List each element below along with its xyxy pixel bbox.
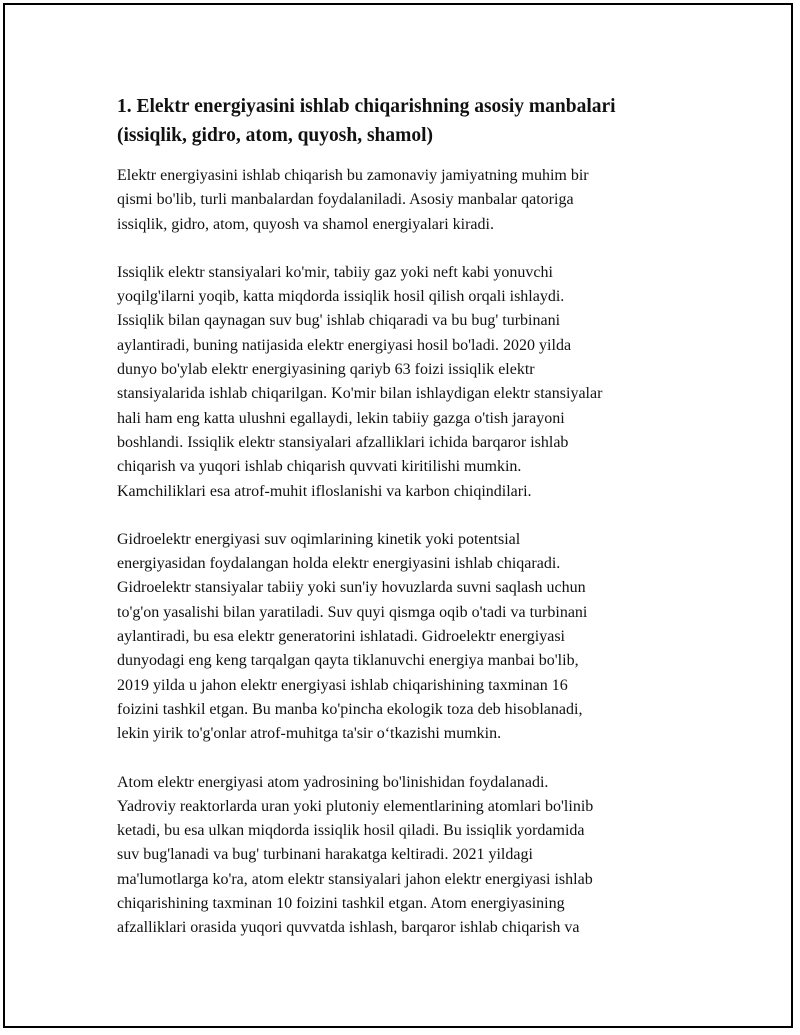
paragraph-thermal — [117, 261, 683, 504]
text-line: ma'lumotlarga ko'ra, atom elektr stansiyalari jahon elektr energiyasi ishlab — [117, 870, 593, 888]
title-line: (issiqlik, gidro, atom, quyosh, shamol) — [117, 125, 434, 146]
text-line: Issiqlik elektr stansiyalari ko'mir, tabiiy gaz yoki neft kabi yonuvchi — [117, 263, 553, 281]
text-line: qismi bo'lib, turli manbalardan foydalaniladi. Asosiy manbalar qatoriga — [117, 191, 574, 209]
document-body — [117, 92, 683, 965]
text-line: ketadi, bu esa ulkan miqdorda issiqlik hosil qiladi. Bu issiqlik yordamida — [117, 822, 585, 840]
text-line: Gidroelektr stansiyalar tabiiy yoki sun'iy hovuzlarda suvni saqlash uchun — [117, 579, 586, 597]
text-line: Kamchiliklari esa atrof-muhit ifloslanishi va karbon chiqindilari. — [117, 482, 532, 500]
text-line: issiqlik, gidro, atom, quyosh va shamol energiyalari kiradi. — [117, 215, 494, 233]
text-line: dunyodagi eng keng tarqalgan qayta tiklanuvchi energiya manbai bo'lib, — [117, 652, 579, 670]
text-line: aylantiradi, bu esa elektr generatorini ishlatadi. Gidroelektr energiyasi — [117, 628, 565, 646]
paragraph-intro — [117, 164, 683, 237]
text-line: stansiyalarida ishlab chiqarilgan. Ko'mir bilan ishlaydigan elektr stansiyalar — [117, 385, 603, 403]
text-line: suv bug'lanadi va bug' turbinani harakatga keltiradi. 2021 yildagi — [117, 846, 533, 864]
text-line: Gidroelektr energiyasi suv oqimlarining kinetik yoki potentsial — [117, 530, 521, 548]
text-line: lekin yirik to'g'onlar atrof-muhitga ta'sir o‘tkazishi mumkin. — [117, 725, 502, 743]
text-line: Atom elektr energiyasi atom yadrosining bo'linishidan foydalanadi. — [117, 773, 549, 791]
text-line: afzalliklari orasida yuqori quvvatda ishlash, barqaror ishlab chiqarish va — [117, 919, 580, 937]
text-line: Yadroviy reaktorlarda uran yoki plutoniy elementlarining atomlari bo'linib — [117, 797, 594, 815]
text-line: dunyo bo'ylab elektr energiyasining qariyb 63 foizi issiqlik elektr — [117, 361, 535, 379]
text-line: yoqilg'ilarni yoqib, katta miqdorda issiqlik hosil qilish orqali ishlaydi. — [117, 288, 565, 306]
text-line: 2019 yilda u jahon elektr energiyasi ishlab chiqarishining taxminan 16 — [117, 676, 568, 694]
title-line: 1. Elektr energiyasini ishlab chiqarishning asosiy manbalari — [117, 96, 616, 117]
text-line: hali ham eng katta ulushni egallaydi, lekin tabiiy gazga o'tish jarayoni — [117, 409, 565, 427]
text-line: Elektr energiyasini ishlab chiqarish bu zamonaviy jamiyatning muhim bir — [117, 167, 589, 184]
text-line: Issiqlik bilan qaynagan suv bug' ishlab chiqaradi va bu bug' turbinani — [117, 312, 561, 330]
text-line: chiqarish va yuqori ishlab chiqarish quvvati kiritilishi mumkin. — [117, 458, 522, 476]
text-line: chiqarishining taxminan 10 foizini tashkil etgan. Atom energiyasining — [117, 895, 565, 913]
text-line: energiyasidan foydalangan holda elektr energiyasini ishlab chiqaradi. — [117, 555, 561, 573]
text-line: to'g'on yasalishi bilan yaratiladi. Suv quyi qismga oqib o'tadi va turbinani — [117, 603, 588, 621]
paragraph-nuclear — [117, 771, 683, 941]
text-line: aylantiradi, buning natijasida elektr energiyasi hosil bo'ladi. 2020 yilda — [117, 336, 572, 354]
text-line: foizini tashkil etgan. Bu manba ko'pincha ekologik toza deb hisoblanadi, — [117, 700, 583, 718]
text-line: boshlandi. Issiqlik elektr stansiyalari afzalliklari ichida barqaror ishlab — [117, 433, 569, 451]
document-title — [117, 92, 683, 150]
paragraph-hydro — [117, 528, 683, 747]
